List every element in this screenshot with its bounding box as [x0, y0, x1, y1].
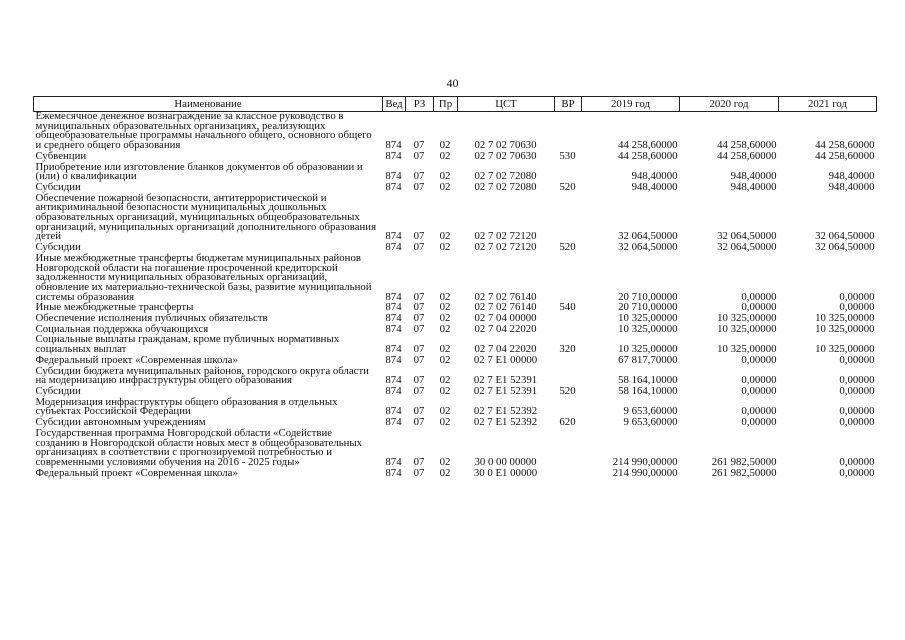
row-pr: 02 [439, 374, 451, 387]
row-pr: 02 [439, 353, 451, 366]
row-ved: 874 [385, 241, 402, 254]
row-amount-2021: 32 064,50000 [815, 230, 875, 243]
row-amount-2021: 44 258,60000 [815, 149, 875, 162]
row-amount-2020: 948,40000 [730, 180, 777, 193]
row-amount-2019: 9 653,60000 [623, 416, 678, 429]
row-amount-2021: 0,00000 [839, 384, 875, 397]
row-rz: 07 [413, 139, 425, 152]
row-vr [555, 163, 582, 183]
row-amount-2020: 0,00000 [741, 405, 777, 418]
row-pr: 02 [439, 384, 451, 397]
row-ved: 874 [385, 290, 402, 303]
row-rz: 07 [413, 170, 425, 183]
row-amount-2021: 10 325,00000 [815, 312, 875, 325]
row-amount-2019: 10 325,00000 [618, 343, 678, 356]
row-pr: 02 [439, 180, 451, 193]
row-amount-2021: 0,00000 [839, 455, 875, 468]
row-cst: 30 0 E1 00000 [473, 466, 538, 479]
row-pr: 02 [439, 322, 451, 335]
row-ved: 874 [385, 405, 402, 418]
row-ved: 874 [385, 170, 402, 183]
row-amount-2019: 9 653,60000 [623, 405, 678, 418]
row-amount-2020: 948,40000 [730, 170, 777, 183]
row-amount-2019: 10 325,00000 [618, 312, 678, 325]
row-cst: 02 7 02 72080 [474, 180, 537, 193]
row-vr [555, 398, 582, 418]
row-pr: 02 [439, 455, 451, 468]
row-amount-2019: 67 817,70000 [618, 353, 678, 366]
row-amount-2020: 10 325,00000 [717, 312, 777, 325]
table-row [34, 254, 877, 304]
row-ved: 874 [385, 466, 402, 479]
row-rz: 07 [413, 466, 425, 479]
row-pr: 02 [439, 301, 451, 314]
row-cst: 02 7 02 70630 [474, 149, 537, 162]
row-vr: 620 [559, 416, 576, 429]
row-ved: 874 [385, 416, 402, 429]
row-name: Субсидии [35, 241, 81, 254]
row-amount-2019: 214 990,00000 [612, 466, 678, 479]
row-rz: 07 [413, 384, 425, 397]
row-amount-2020: 0,00000 [741, 416, 777, 429]
row-ved: 874 [385, 343, 402, 356]
row-pr: 02 [439, 290, 451, 303]
row-cst: 02 7 04 00000 [474, 312, 537, 325]
row-amount-2019: 20 710,00000 [618, 301, 678, 314]
row-amount-2021: 44 258,60000 [815, 139, 875, 152]
row-vr [555, 356, 582, 367]
col-2019-header: 2019 год [582, 97, 680, 112]
row-name: Субсидии [35, 180, 81, 193]
row-amount-2019: 58 164,10000 [618, 374, 678, 387]
row-cst: 02 7 E1 52391 [473, 374, 538, 387]
row-rz: 07 [413, 241, 425, 254]
row-vr [555, 314, 582, 325]
row-cst: 02 7 E1 00000 [473, 353, 538, 366]
row-ved: 874 [385, 149, 402, 162]
row-rz: 07 [413, 290, 425, 303]
row-cst: 02 7 E1 52392 [473, 405, 538, 418]
row-rz: 07 [413, 353, 425, 366]
row-amount-2019: 20 710,00000 [618, 290, 678, 303]
row-ved: 874 [385, 455, 402, 468]
row-vr: 520 [559, 241, 576, 254]
row-name: Субсидии бюджета муниципальных районов, городского округа области на модернизацию инфраструктуры общего образования [35, 364, 369, 387]
row-amount-2021: 0,00000 [839, 405, 875, 418]
row-amount-2020: 10 325,00000 [717, 343, 777, 356]
row-cst: 02 7 02 76140 [474, 290, 537, 303]
row-amount-2020: 0,00000 [741, 374, 777, 387]
row-name: Ежемесячное денежное вознаграждение за классное руководство в муниципальных образовательных организациях, реализующих общеобразовательные программы начального общего, основного общего и среднего общего образования [35, 110, 372, 152]
table-row [34, 367, 877, 387]
row-rz: 07 [413, 149, 425, 162]
row-ved: 874 [385, 384, 402, 397]
row-name: Обеспечение пожарной безопасности, антитеррористической и антикриминальной безопасности муниципальных дошкольных образовательных организаций, муниципальных общеобразовательных организаций, муниципальных организаций дополнительного образования детей [35, 191, 377, 243]
row-name: Федеральный проект «Современная школа» [35, 466, 238, 479]
row-amount-2019: 44 258,60000 [618, 149, 678, 162]
row-amount-2019: 44 258,60000 [618, 139, 678, 152]
row-amount-2021: 0,00000 [839, 353, 875, 366]
table-row [34, 163, 877, 183]
row-name: Субвенции [35, 149, 87, 162]
row-amount-2021: 32 064,50000 [815, 241, 875, 254]
row-name: Модернизация инфраструктуры общего образования в отдельных субъектах Российской Федерации [35, 395, 338, 418]
row-vr [555, 367, 582, 387]
row-cst: 30 0 00 00000 [474, 455, 537, 468]
row-name: Субсидии автономным учреждениям [35, 416, 206, 429]
row-amount-2021: 0,00000 [839, 301, 875, 314]
row-pr: 02 [439, 139, 451, 152]
row-vr: 520 [559, 180, 576, 193]
row-amount-2021: 10 325,00000 [815, 343, 875, 356]
row-cst: 02 7 04 22020 [474, 343, 537, 356]
row-vr [555, 429, 582, 469]
row-amount-2021: 0,00000 [839, 416, 875, 429]
row-cst: 02 7 02 72080 [474, 170, 537, 183]
row-pr: 02 [439, 312, 451, 325]
row-rz: 07 [413, 180, 425, 193]
row-amount-2019: 32 064,50000 [618, 241, 678, 254]
row-vr: 520 [559, 384, 576, 397]
row-name: Социальная поддержка обучающихся [35, 322, 209, 335]
col-cst-header: ЦСТ [458, 97, 555, 112]
row-rz: 07 [413, 374, 425, 387]
row-amount-2021: 0,00000 [839, 466, 875, 479]
row-rz: 07 [413, 322, 425, 335]
row-amount-2020: 261 982,50000 [711, 455, 777, 468]
table-row [34, 469, 877, 480]
row-ved: 874 [385, 230, 402, 243]
row-pr: 02 [439, 466, 451, 479]
row-amount-2021: 948,40000 [828, 170, 875, 183]
table-body [34, 112, 877, 480]
row-amount-2020: 44 258,60000 [717, 149, 777, 162]
budget-table [33, 96, 877, 479]
row-ved: 874 [385, 374, 402, 387]
row-pr: 02 [439, 405, 451, 418]
row-cst: 02 7 E1 52392 [473, 416, 538, 429]
row-name: Обеспечение исполнения публичных обязательств [35, 312, 268, 325]
row-rz: 07 [413, 230, 425, 243]
table-row [34, 429, 877, 469]
row-amount-2020: 10 325,00000 [717, 322, 777, 335]
row-amount-2020: 261 982,50000 [711, 466, 777, 479]
table-row [34, 194, 877, 244]
row-vr [555, 194, 582, 244]
row-cst: 02 7 02 76140 [474, 301, 537, 314]
row-vr [555, 112, 582, 152]
row-name: Иные межбюджетные трансферты бюджетам муниципальных районов Новгородской области на погашение просроченной кредиторской задолженности муниципальных образовательных организаций, обновление их материально-технической базы, развитие муниципальной системы образования [35, 251, 372, 303]
row-pr: 02 [439, 241, 451, 254]
row-amount-2020: 32 064,50000 [717, 241, 777, 254]
row-pr: 02 [439, 343, 451, 356]
row-name: Иные межбюджетные трансферты [35, 301, 194, 314]
col-ved-header: Вед [383, 97, 406, 112]
page-number: 40 [446, 76, 459, 90]
row-amount-2019: 948,40000 [631, 170, 678, 183]
row-rz: 07 [413, 405, 425, 418]
row-cst: 02 7 E1 52391 [473, 384, 538, 397]
row-ved: 874 [385, 312, 402, 325]
row-name: Государственная программа Новгородской области «Содействие созданию в Новгородской области новых мест в общеобразовательных организациях в соответствии с прогнозируемой потребностью и современными условиями обучения на 2016 - 2025 годы» [35, 426, 363, 468]
row-rz: 07 [413, 416, 425, 429]
row-ved: 874 [385, 180, 402, 193]
table-row [34, 398, 877, 418]
row-amount-2021: 0,00000 [839, 374, 875, 387]
row-vr [555, 469, 582, 480]
row-cst: 02 7 02 72120 [474, 241, 537, 254]
row-amount-2020: 0,00000 [741, 301, 777, 314]
row-amount-2020: 0,00000 [741, 353, 777, 366]
row-pr: 02 [439, 170, 451, 183]
row-name: Приобретение или изготовление бланков документов об образовании и (или) о квалификации [35, 160, 363, 183]
row-amount-2021: 0,00000 [839, 290, 875, 303]
row-amount-2019: 214 990,00000 [612, 455, 678, 468]
col-rz-header: РЗ [406, 97, 434, 112]
row-cst: 02 7 02 72120 [474, 230, 537, 243]
table-row [34, 335, 877, 355]
row-vr [555, 254, 582, 304]
row-rz: 07 [413, 455, 425, 468]
col-name-header: Наименование [34, 97, 383, 112]
table-row [34, 112, 877, 152]
row-name: Субсидии [35, 384, 81, 397]
row-name: Федеральный проект «Современная школа» [35, 353, 238, 366]
row-vr [555, 325, 582, 336]
row-pr: 02 [439, 416, 451, 429]
row-vr: 540 [559, 301, 576, 314]
row-rz: 07 [413, 343, 425, 356]
row-vr: 320 [559, 343, 576, 356]
row-name: Социальные выплаты гражданам, кроме публичных нормативных социальных выплат [35, 333, 340, 356]
row-cst: 02 7 02 70630 [474, 139, 537, 152]
row-amount-2020: 32 064,50000 [717, 230, 777, 243]
col-2021-header: 2021 год [779, 97, 877, 112]
row-rz: 07 [413, 301, 425, 314]
row-ved: 874 [385, 139, 402, 152]
row-amount-2021: 10 325,00000 [815, 322, 875, 335]
row-amount-2021: 948,40000 [828, 180, 875, 193]
row-amount-2019: 10 325,00000 [618, 322, 678, 335]
row-amount-2020: 0,00000 [741, 384, 777, 397]
row-pr: 02 [439, 230, 451, 243]
row-amount-2019: 32 064,50000 [618, 230, 678, 243]
col-2020-header: 2020 год [680, 97, 779, 112]
col-pr-header: Пр [434, 97, 458, 112]
row-ved: 874 [385, 353, 402, 366]
row-rz: 07 [413, 312, 425, 325]
row-amount-2020: 0,00000 [741, 290, 777, 303]
col-vr-header: ВР [555, 97, 582, 112]
row-vr: 530 [559, 149, 576, 162]
row-ved: 874 [385, 301, 402, 314]
row-amount-2019: 948,40000 [631, 180, 678, 193]
row-ved: 874 [385, 322, 402, 335]
row-amount-2020: 44 258,60000 [717, 139, 777, 152]
row-pr: 02 [439, 149, 451, 162]
row-amount-2019: 58 164,10000 [618, 384, 678, 397]
row-cst: 02 7 04 22020 [474, 322, 537, 335]
